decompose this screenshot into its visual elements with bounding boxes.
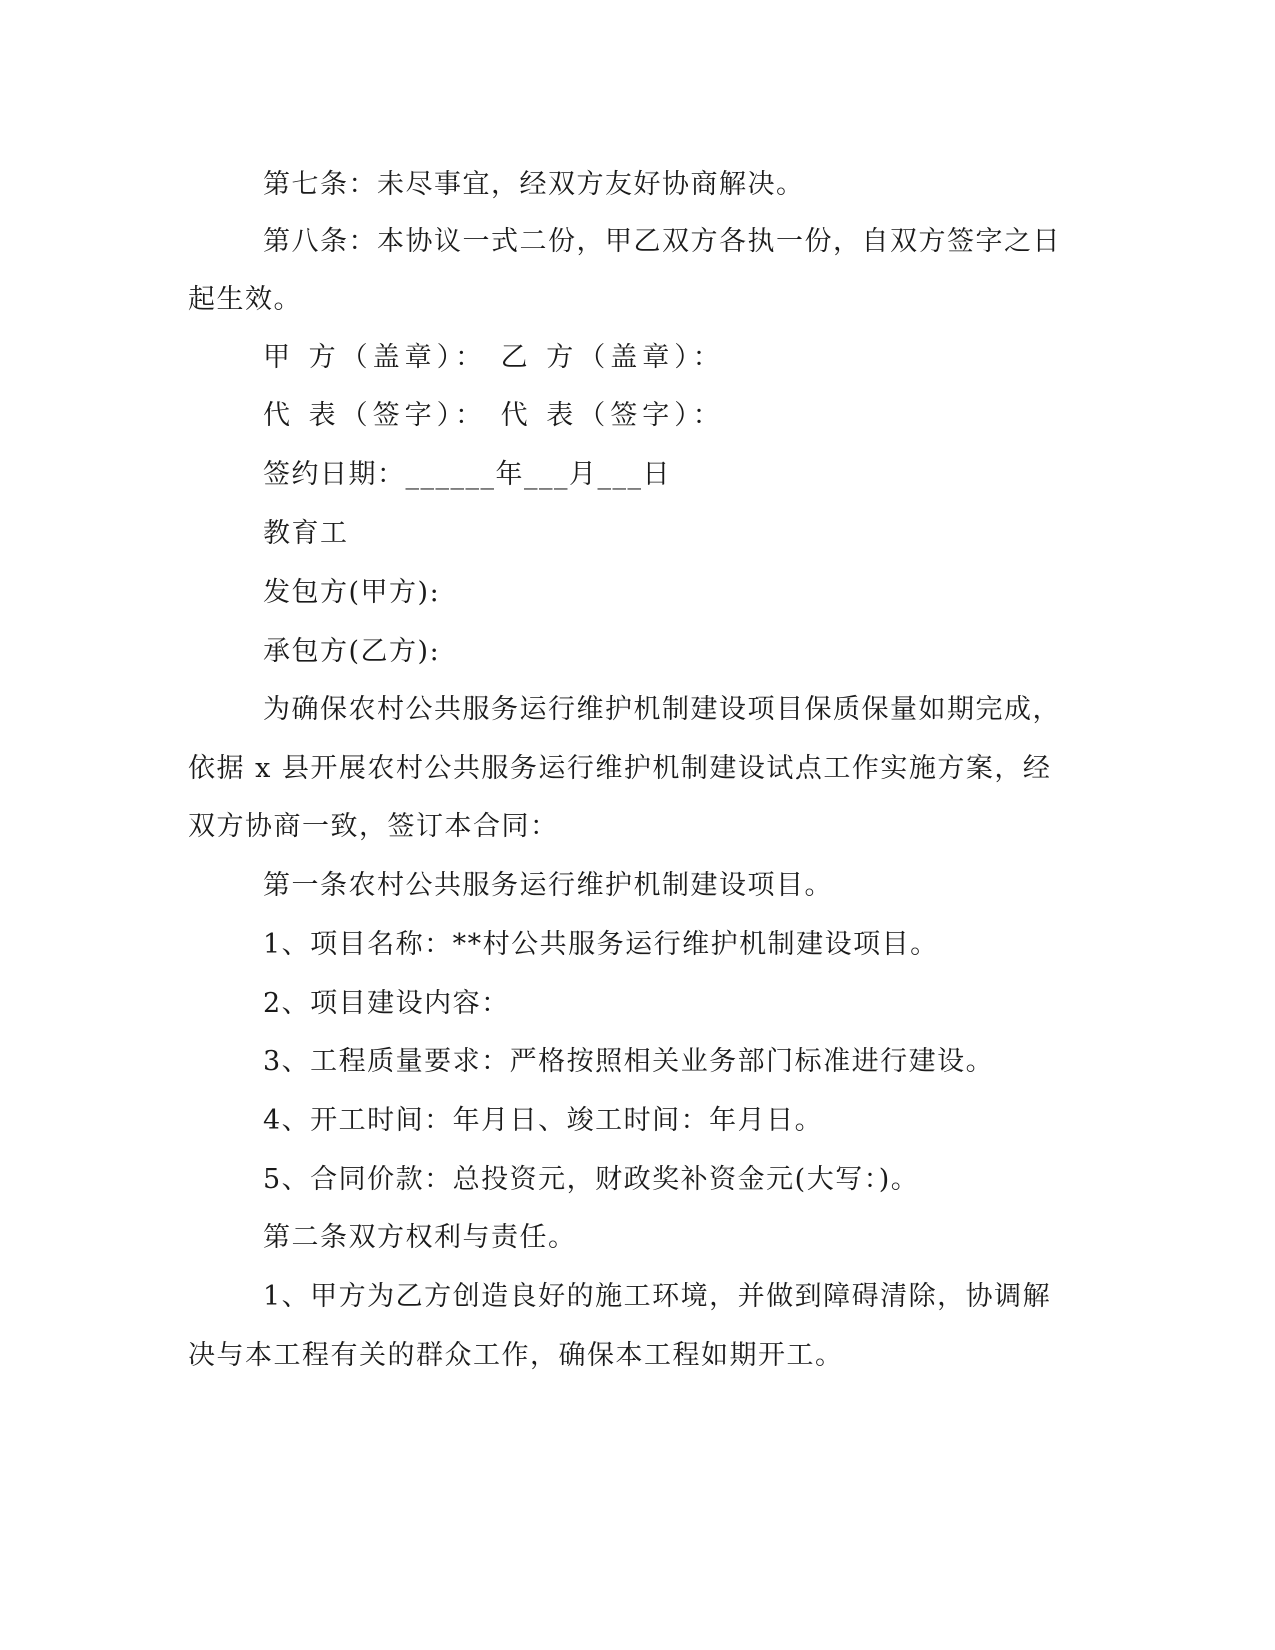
- preamble-line-1: 为确保农村公共服务运行维护机制建设项目保质保量如期完成，: [263, 694, 1061, 725]
- article-2-item-1-line-1: 1、甲方为乙方创造良好的施工环境，并做到障碍清除，协调解: [263, 1281, 1052, 1312]
- article-8-text: 第八条：本协议一式二份，甲乙双方各执一份，自双方签字之日: [263, 226, 1061, 257]
- party-seal-line: 甲 方（盖章）： 乙 方（盖章）：: [263, 342, 725, 373]
- signing-date-line: 签约日期：______年___月___日: [263, 459, 671, 490]
- item-2-construction-content: 2、项目建设内容：: [263, 988, 510, 1019]
- contractor-party-b: 承包方(乙方):: [263, 636, 441, 667]
- article-8-continuation: 起生效。: [188, 284, 302, 315]
- item-1-project-name: 1、项目名称：**村公共服务运行维护机制建设项目。: [263, 929, 939, 960]
- preamble-line-2: 依据 x 县开展农村公共服务运行维护机制建设试点工作实施方案，经: [188, 753, 1052, 784]
- article-2-item-1-line-2: 决与本工程有关的群众工作，确保本工程如期开工。: [188, 1340, 844, 1371]
- representative-signature-line: 代 表（签字）： 代 表（签字）：: [263, 400, 725, 431]
- section-heading: 教育工: [263, 518, 349, 549]
- preamble-line-3: 双方协商一致，签订本合同：: [188, 811, 559, 842]
- item-3-quality-requirement: 3、工程质量要求：严格按照相关业务部门标准进行建设。: [263, 1046, 995, 1077]
- contractor-party-a: 发包方(甲方):: [263, 577, 441, 608]
- item-4-schedule: 4、开工时间：年月日、竣工时间：年月日。: [263, 1105, 824, 1136]
- article-1-heading: 第一条农村公共服务运行维护机制建设项目。: [263, 870, 833, 901]
- item-5-contract-price: 5、合同价款：总投资元，财政奖补资金元(大写：)。: [263, 1164, 920, 1195]
- article-2-heading: 第二条双方权利与责任。: [263, 1222, 577, 1253]
- article-7-text: 第七条：未尽事宜，经双方友好协商解决。: [263, 169, 805, 200]
